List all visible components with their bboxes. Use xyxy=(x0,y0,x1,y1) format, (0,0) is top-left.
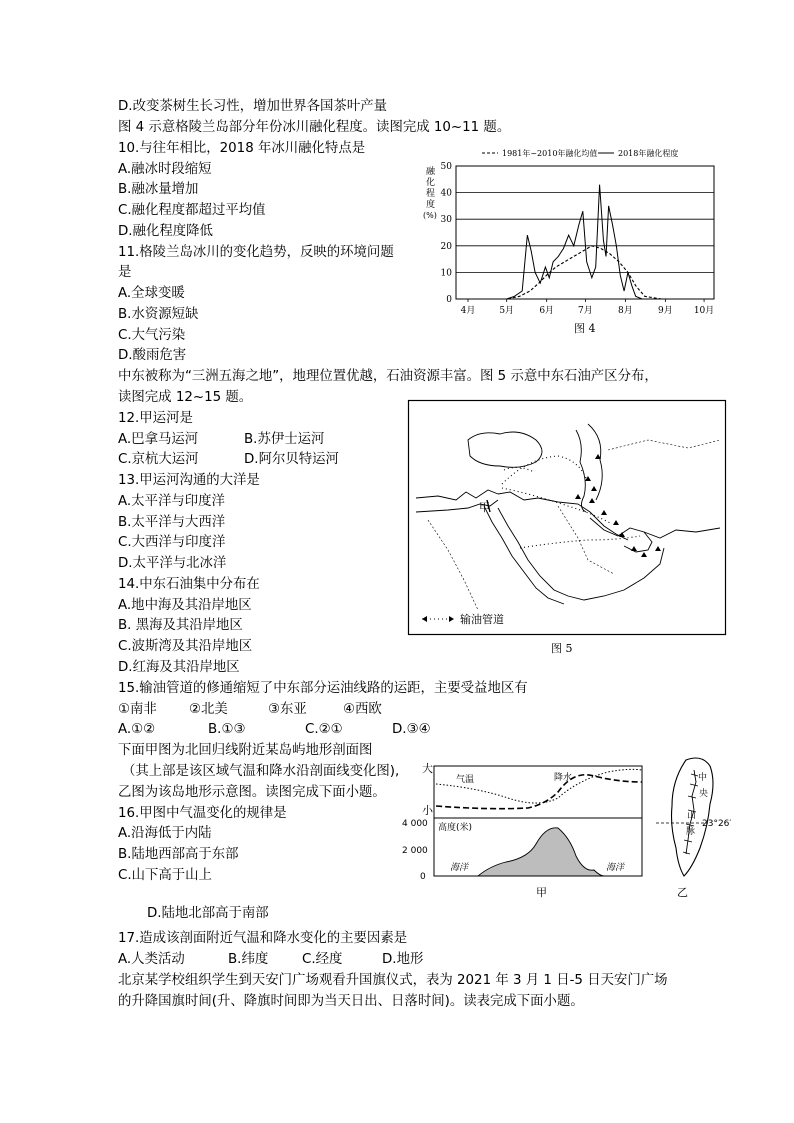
y-tick-label: 30 xyxy=(440,215,452,226)
figure-5-map xyxy=(408,400,726,660)
island-label-shan: 山 xyxy=(687,811,697,821)
question-12-option-a: A.巴拿马运河 xyxy=(118,432,199,447)
fig4-intro: 图 4 示意格陵兰岛部分年份冰川融化程度。读图完成 10~11 题。 xyxy=(118,120,511,135)
red-sea-west-coast xyxy=(484,506,564,604)
question-14-option-c: C.波斯湾及其沿岸地区 xyxy=(118,639,253,654)
arabian-peninsula-coast xyxy=(498,508,664,600)
question-16-option-b: B.陆地西部高于东部 xyxy=(118,847,239,862)
question-12-option-c: C.京杭大运河 xyxy=(118,452,199,467)
question-13: 13.甲运河沟通的大洋是 xyxy=(118,473,260,488)
question-11-option-b: B.水资源短缺 xyxy=(118,307,199,322)
series-line-2018 xyxy=(468,185,704,299)
question-15-option-b: B.①③ xyxy=(208,722,246,737)
figure-5-caption: 图 5 xyxy=(551,642,573,655)
question-17: 17.造成该剖面附近气温和降水变化的主要因素是 xyxy=(118,931,408,946)
option-line-d-tea: D.改变茶树生长习性，增加世界各国茶叶产量 xyxy=(118,99,387,114)
y-axis-title-char-4: 度 xyxy=(426,200,436,210)
question-12-option-b: B.苏伊士运河 xyxy=(244,432,325,447)
border-arabia xyxy=(558,506,614,574)
figure-5-svg xyxy=(408,400,726,660)
figure-4-chart xyxy=(420,142,725,342)
question-13-option-d: D.太平洋与北冰洋 xyxy=(118,556,227,571)
question-16-option-c: C.山下高于山上 xyxy=(118,868,212,883)
elevation-tick-0: 0 xyxy=(420,872,426,882)
oil-field-marker xyxy=(589,498,595,503)
elevation-axis-title: 高度(米) xyxy=(438,823,473,833)
oil-field-marker xyxy=(575,494,581,499)
question-16-option-d: D.陆地北部高于南部 xyxy=(147,906,269,921)
middle-east-intro: 中东被称为“三洲五海之地”，地理位置优越，石油资源丰富。图 5 示意中东石油产区分布， xyxy=(118,369,658,384)
question-12: 12.甲运河是 xyxy=(118,411,193,426)
x-tick-label: 4月 xyxy=(460,306,476,316)
y-tick-label: 10 xyxy=(440,268,452,279)
x-tick-label: 10月 xyxy=(693,306,715,316)
island-label-zhong: 中 xyxy=(698,773,708,783)
legend-label-average: 1981年~2010年融化均值 xyxy=(502,149,598,158)
oil-field-marker xyxy=(591,486,597,491)
scale-big-label: 大 xyxy=(422,762,433,775)
profile-caption-jia: 甲 xyxy=(536,886,547,899)
y-tick-label: 40 xyxy=(440,188,452,199)
y-axis-title-char-2: 化 xyxy=(426,178,436,188)
precipitation-label: 降水 xyxy=(554,773,573,783)
canal-label-jia: 甲 xyxy=(479,501,490,514)
y-axis-title-unit: (%) xyxy=(423,211,437,220)
ocean-label-east: 海洋 xyxy=(606,863,625,873)
island-map-svg xyxy=(650,752,744,902)
question-10-option-a: A.融冰时段缩短 xyxy=(118,162,212,177)
border-north xyxy=(608,440,720,450)
y-tick-label: 50 xyxy=(440,162,452,172)
question-16: 16.甲图中气温变化的规律是 xyxy=(118,806,287,821)
flag-ceremony-intro-continued: 的升降国旗时间(升、降旗时间即为当天日出、日落时间)。读表完成下面小题。 xyxy=(118,994,584,1009)
pipeline-north xyxy=(502,456,586,484)
y-axis-title-char-1: 融 xyxy=(426,167,436,177)
question-15-option-d: D.③④ xyxy=(392,722,431,737)
question-12-option-d: D.阿尔贝特运河 xyxy=(244,452,339,467)
question-15: 15.输油管道的修通缩短了中东部分运油线路的运距，主要受益地区有 xyxy=(118,681,528,696)
legend-arrow-right xyxy=(449,616,454,622)
pipeline-west xyxy=(504,467,534,472)
figure-4-svg xyxy=(420,142,725,342)
iran-south-coast xyxy=(644,528,720,538)
question-11-option-c: C.大气污染 xyxy=(118,328,186,343)
oil-field-marker xyxy=(631,546,637,551)
anatolia-iran-coast xyxy=(498,492,628,540)
oil-field-marker xyxy=(641,552,647,557)
y-axis-title-char-3: 程 xyxy=(426,189,436,199)
question-13-option-b: B.太平洋与大西洋 xyxy=(118,515,226,530)
question-15-item-1: ①南非 xyxy=(118,702,157,717)
question-14-option-a: A.地中海及其沿岸地区 xyxy=(118,598,252,613)
oil-field-marker xyxy=(655,546,661,551)
border-egypt xyxy=(428,520,478,610)
legend-label-2018: 2018年融化程度 xyxy=(618,149,679,158)
question-15-item-2: ②北美 xyxy=(189,702,228,717)
oil-field-marker xyxy=(601,510,607,515)
mountain-hatch xyxy=(690,784,698,786)
question-10-option-b: B.融冰量增加 xyxy=(118,182,199,197)
temperature-label: 气温 xyxy=(456,775,475,785)
legend-arrow-left xyxy=(422,616,427,622)
question-11-continued: 是 xyxy=(118,265,132,280)
question-14-option-b: B. 黑海及其沿岸地区 xyxy=(118,618,243,633)
profile-intro-end: 乙图为该岛地形示意图。读图完成下面小题。 xyxy=(118,785,386,800)
chart-legend xyxy=(482,148,678,158)
question-14-option-d: D.红海及其沿岸地区 xyxy=(118,660,240,675)
terrain-profile xyxy=(478,828,604,876)
middle-east-intro-continued: 读图完成 12~15 题。 xyxy=(118,390,253,405)
profile-intro-continued: （其上部是该区域气温和降水沿剖面线变化图), xyxy=(122,764,400,779)
x-tick-label: 8月 xyxy=(618,306,633,316)
latitude-label: 23°26′ xyxy=(702,819,732,829)
caspian-west-coast xyxy=(576,430,586,512)
question-15-item-4: ④西欧 xyxy=(343,702,382,717)
oil-pipelines xyxy=(502,456,640,548)
map-frame xyxy=(409,401,726,635)
island-map-yi xyxy=(650,752,744,902)
question-16-option-a: A.沿海低于内陆 xyxy=(118,826,212,841)
question-10-option-d: D.融化程度降低 xyxy=(118,224,213,239)
oil-field-marker xyxy=(585,476,591,481)
question-15-option-a: A.①② xyxy=(118,722,156,737)
y-tick-label: 20 xyxy=(440,241,452,252)
climate-panel-frame xyxy=(434,766,642,818)
question-15-item-3: ③东亚 xyxy=(268,702,307,717)
question-11-option-d: D.酸雨危害 xyxy=(118,348,187,363)
y-tick-label: 0 xyxy=(446,295,452,305)
figure-4-caption: 图 4 xyxy=(574,322,596,335)
question-17-option-c: C.经度 xyxy=(302,952,343,967)
question-17-option-a: A.人类活动 xyxy=(118,952,185,967)
question-15-option-c: C.②① xyxy=(305,722,343,737)
x-tick-label: 5月 xyxy=(499,306,515,316)
question-13-option-c: C.大西洋与印度洋 xyxy=(118,535,226,550)
oil-fields xyxy=(575,454,661,557)
x-tick-label: 9月 xyxy=(658,306,673,316)
question-13-option-a: A.太平洋与印度洋 xyxy=(118,494,225,509)
elevation-tick-2000: 2 000 xyxy=(402,846,428,856)
question-11: 11.格陵兰岛冰川的变化趋势，反映的环境问题 xyxy=(118,245,394,260)
oil-field-marker xyxy=(613,520,619,525)
elevation-tick-4000: 4 000 xyxy=(402,819,428,829)
question-17-option-d: D.地形 xyxy=(382,952,424,967)
x-tick-label: 7月 xyxy=(578,306,593,316)
question-10: 10.与往年相比，2018 年冰川融化特点是 xyxy=(118,141,366,156)
y-axis-title xyxy=(423,165,437,220)
profile-intro: 下面甲图为北回归线附近某岛屿地形剖面图 xyxy=(118,743,373,758)
question-10-option-c: C.融化程度都超过平均值 xyxy=(118,203,266,218)
pipeline-central xyxy=(502,488,612,524)
flag-ceremony-intro: 北京某学校组织学生到天安门广场观看升国旗仪式，表为 2021 年 3 月 1 日-5 日天安门广场 xyxy=(118,973,668,988)
black-sea-coast xyxy=(468,432,542,467)
island-label-yang: 央 xyxy=(699,789,709,799)
island-caption-yi: 乙 xyxy=(677,886,688,899)
question-14: 14.中东石油集中分布在 xyxy=(118,577,260,592)
question-17-option-b: B.纬度 xyxy=(228,952,269,967)
scale-small-label: 小 xyxy=(422,804,433,817)
island-label-mai: 脉 xyxy=(686,827,696,837)
ocean-label-west: 海洋 xyxy=(450,863,469,873)
pipeline-south xyxy=(520,536,640,548)
mediterranean-north-coast xyxy=(416,490,498,500)
map-legend xyxy=(422,612,504,626)
question-11-option-a: A.全球变暖 xyxy=(118,286,185,301)
legend-pipeline-label: 输油管道 xyxy=(460,613,504,626)
x-tick-label: 6月 xyxy=(539,306,555,316)
plot-frame xyxy=(456,166,714,299)
